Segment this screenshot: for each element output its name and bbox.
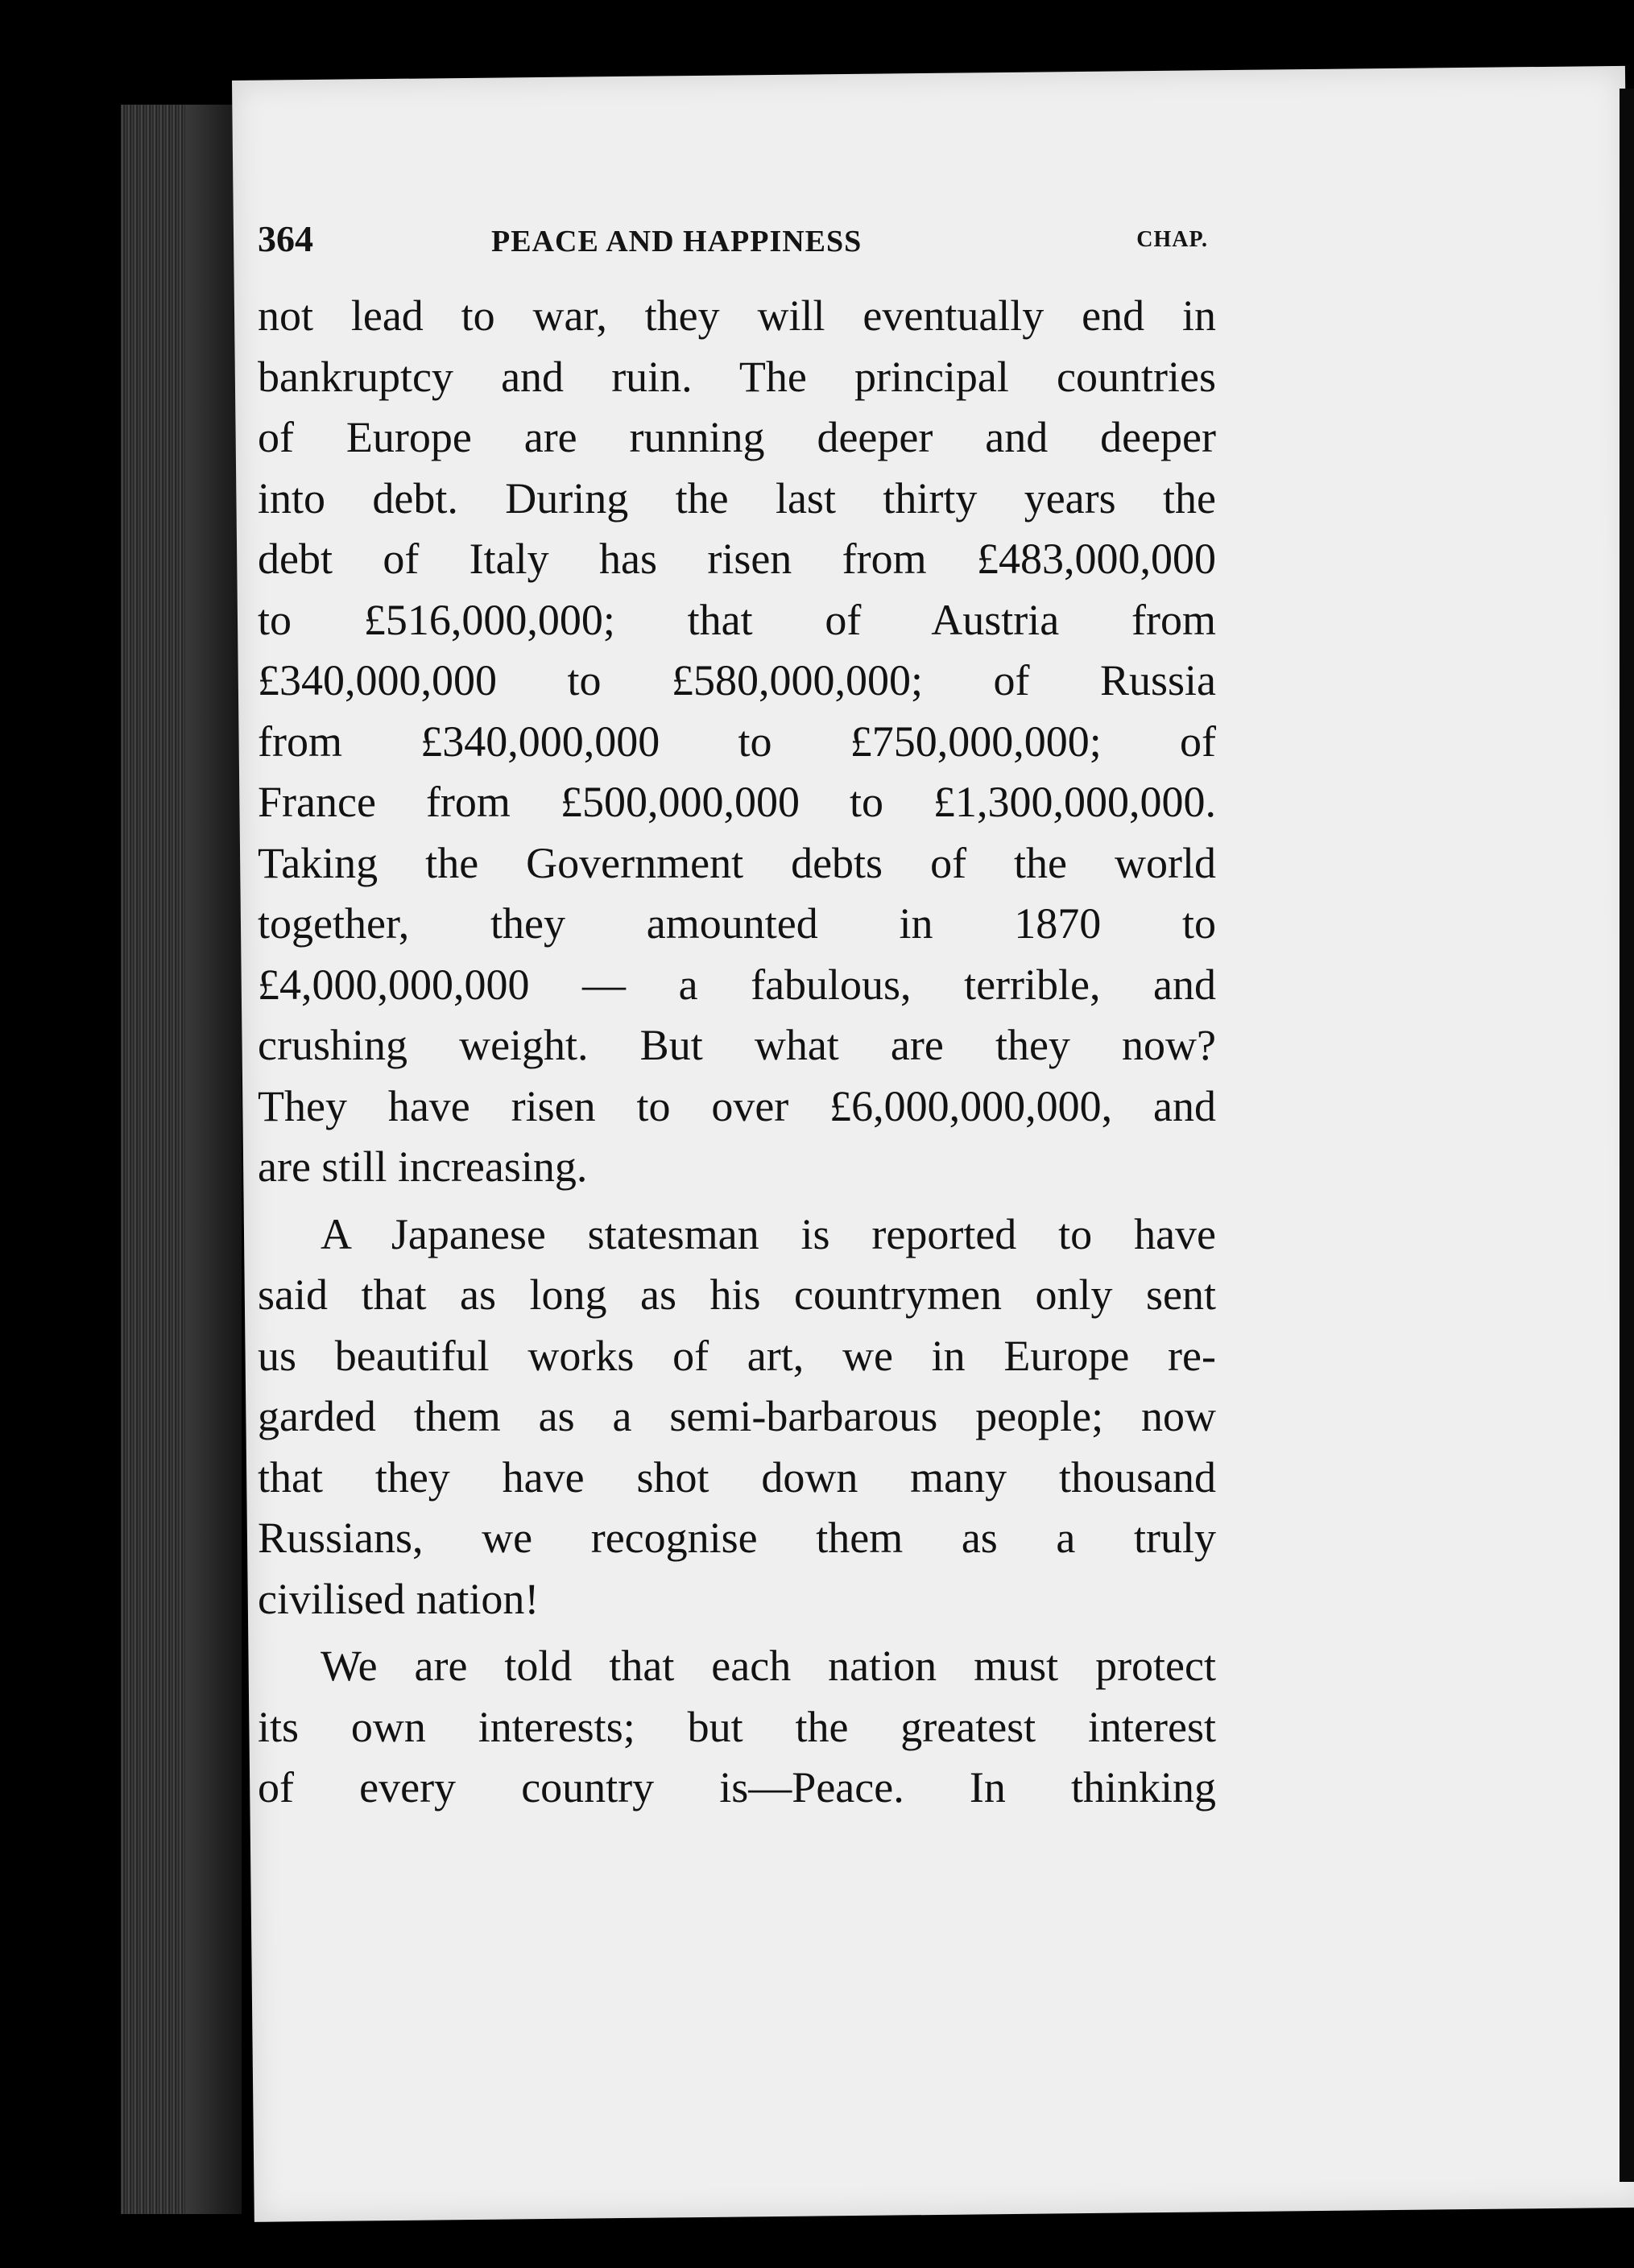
text-line: its own interests; but the greatest interest (258, 1702, 1216, 1751)
body-text (258, 286, 1216, 1819)
running-title: PEACE AND HAPPINESS (491, 225, 863, 258)
text-line: that they have shot down many thousand (258, 1452, 1216, 1502)
text-line: France from £500,000,000 to £1,300,000,000. (258, 778, 1216, 826)
text-line: to £516,000,000; that of Austria from (258, 595, 1216, 644)
page-number: 364 (258, 218, 313, 259)
text-line: Taking the Government debts of the world (258, 838, 1216, 887)
text-line: of Europe are running deeper and deeper (258, 413, 1216, 461)
text-line: together, they amounted in 1870 to (258, 899, 1216, 948)
chapter-label: CHAP. (1136, 227, 1208, 252)
text-line: us beautiful works of art, we in Europe re- (258, 1331, 1216, 1380)
text-line: £340,000,000 to £580,000,000; of Russia (258, 656, 1216, 704)
text-line: We are told that each nation must protect (321, 1642, 1216, 1690)
text-line: £4,000,000,000 — a fabulous, terrible, and (258, 960, 1216, 1009)
text-line: bankruptcy and ruin. The principal countries (258, 352, 1216, 401)
scan-right-border (1620, 89, 1634, 2182)
text-line: are still increasing. (258, 1142, 588, 1191)
text-line: Russians, we recognise them as a truly (258, 1514, 1216, 1562)
text-line: crushing weight. But what are they now? (258, 1021, 1216, 1069)
text-line: A Japanese statesman is reported to have (321, 1209, 1216, 1258)
text-line: said that as long as his countrymen only sent (258, 1270, 1216, 1319)
text-line: debt of Italy has risen from £483,000,000 (258, 535, 1216, 583)
text-line: of every country is—Peace. In thinking (258, 1763, 1216, 1812)
text-line: civilised nation! (258, 1574, 540, 1623)
text-line: from £340,000,000 to £750,000,000; of (258, 717, 1216, 766)
text-line: into debt. During the last thirty years the (258, 473, 1216, 523)
text-line: garded them as a semi-barbarous people; now (258, 1392, 1216, 1440)
running-header (258, 217, 1208, 266)
text-line: not lead to war, they will eventually end in (258, 291, 1216, 340)
book-spine-shadow (185, 105, 242, 2214)
text-line: They have risen to over £6,000,000,000, and (258, 1081, 1216, 1130)
